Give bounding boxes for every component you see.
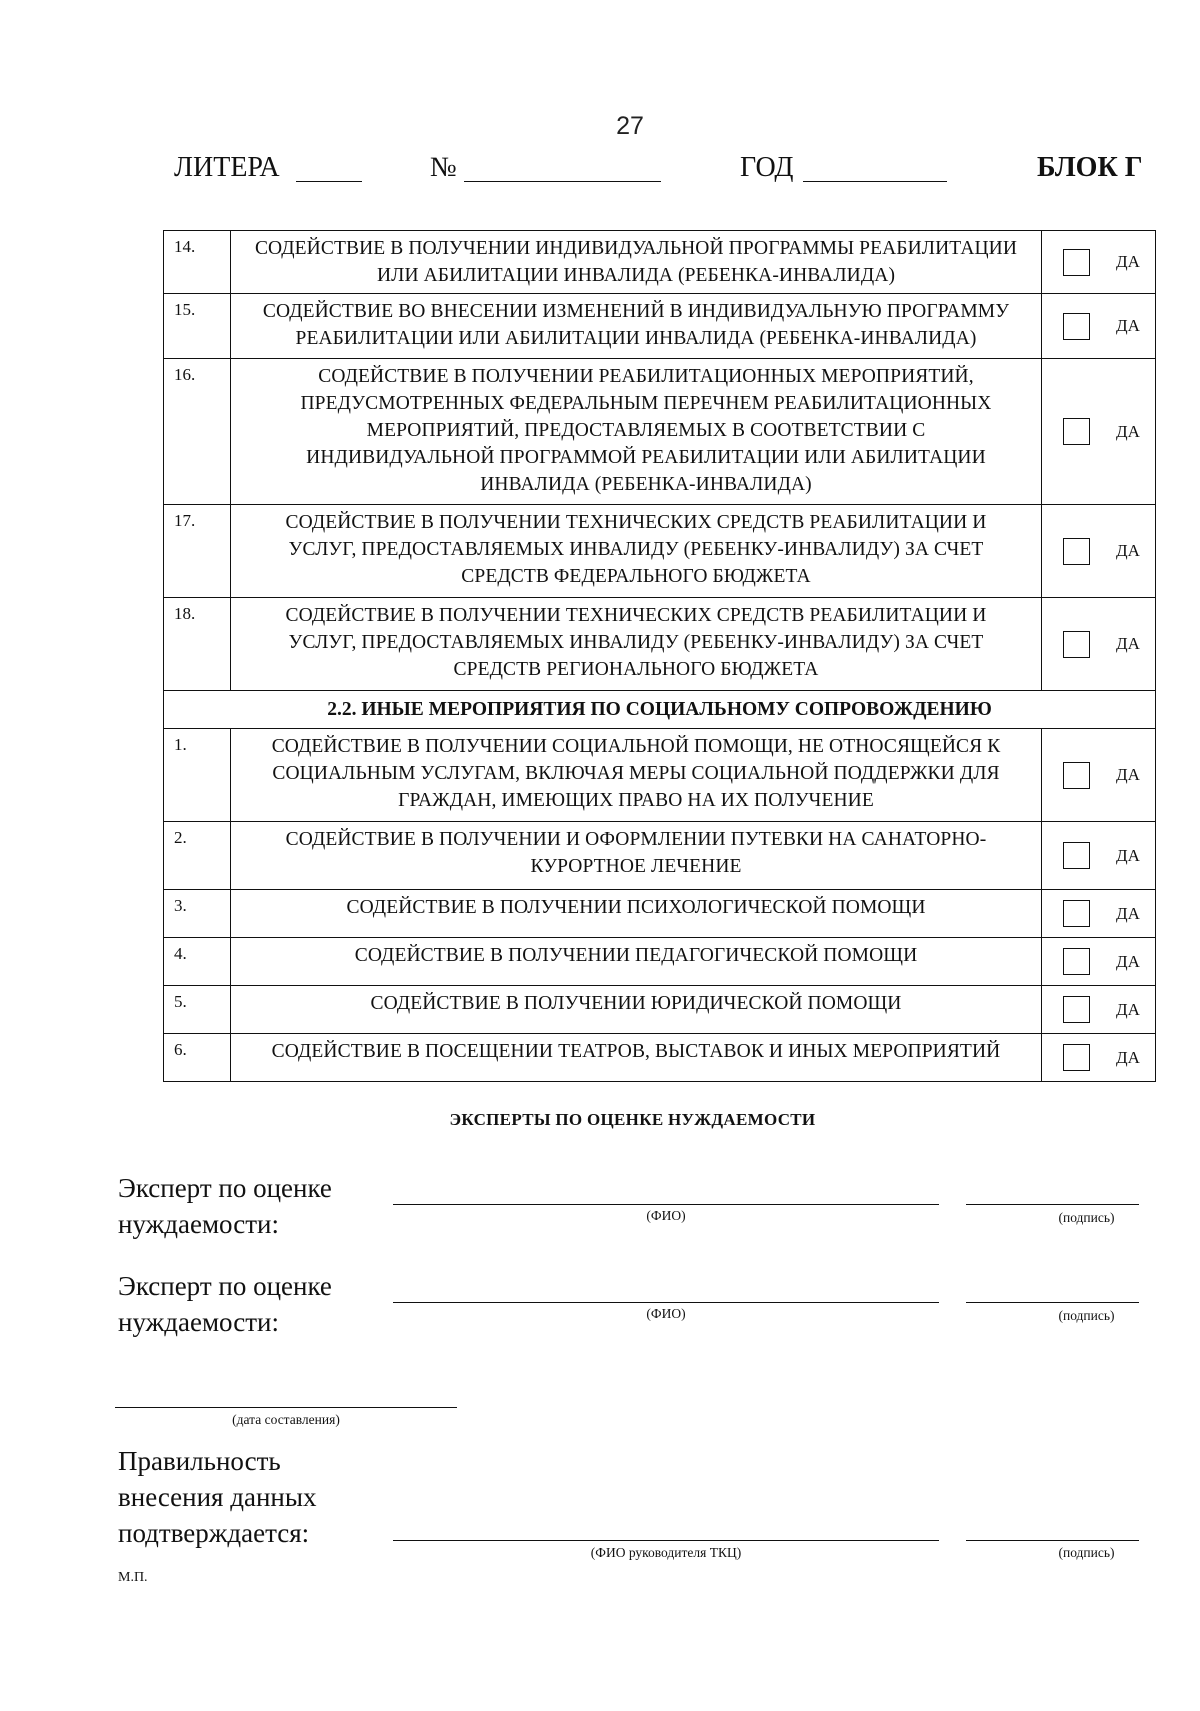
checkbox[interactable] [1063, 762, 1090, 789]
row-number: 3. [164, 890, 231, 938]
option-label: ДА [1116, 765, 1140, 784]
expert-fio-field[interactable] [393, 1204, 939, 1205]
number-label: № [430, 152, 457, 183]
table-row [164, 231, 1156, 294]
table-row [164, 938, 1156, 986]
service-description: СОДЕЙСТВИЕ В ПОЛУЧЕНИИ ИНДИВИДУАЛЬНОЙ ПРОГРАММЫ РЕАБИЛИТАЦИИ ИЛИ АБИЛИТАЦИИ ИНВАЛИДА (РЕБЕНКА-ИНВАЛИДА) [231, 231, 1042, 294]
fio-caption: (ФИО) [646, 1208, 686, 1223]
block-label: БЛОК Г [1037, 152, 1143, 183]
date-field[interactable] [115, 1407, 457, 1408]
table-row [164, 598, 1156, 691]
expert-label: Эксперт по оценке нуждаемости: [118, 1271, 332, 1337]
service-description: СОДЕЙСТВИЕ В ПОЛУЧЕНИИ РЕАБИЛИТАЦИОННЫХ МЕРОПРИЯТИЙ, ПРЕДУСМОТРЕННЫХ ФЕДЕРАЛЬНЫМ ПЕРЕЧНЕМ РЕАБИЛИТАЦИОННЫХ МЕРОПРИЯТИЙ, ПРЕДОСТАВЛЯЕМЫХ В СООТВЕТСТВИИ С ИНДИВИДУАЛЬНОЙ ПРОГРАММОЙ РЕАБИЛИТАЦИИ ИЛИ АБИЛИТАЦИИ ИНВАЛИДА (РЕБЕНКА-ИНВАЛИДА) [231, 359, 1042, 505]
option-label: ДА [1116, 252, 1140, 271]
date-caption: (дата составления) [232, 1412, 340, 1427]
service-description: СОДЕЙСТВИЕ В ПОЛУЧЕНИИ ПСИХОЛОГИЧЕСКОЙ ПОМОЩИ [231, 890, 1042, 938]
table-row [164, 359, 1156, 505]
checkbox[interactable] [1063, 948, 1090, 975]
service-description: СОДЕЙСТВИЕ ВО ВНЕСЕНИИ ИЗМЕНЕНИЙ В ИНДИВИДУАЛЬНУЮ ПРОГРАММУ РЕАБИЛИТАЦИИ ИЛИ АБИЛИТАЦИИ ИНВАЛИДА (РЕБЕНКА-ИНВАЛИДА) [231, 294, 1042, 359]
stamp-label: М.П. [118, 1570, 148, 1585]
service-description: СОДЕЙСТВИЕ В ПОЛУЧЕНИИ ПЕДАГОГИЧЕСКОЙ ПОМОЩИ [231, 938, 1042, 986]
row-number: 15. [164, 294, 231, 359]
row-number: 5. [164, 986, 231, 1034]
row-number: 4. [164, 938, 231, 986]
signature-caption: (подпись) [1058, 1545, 1115, 1560]
checkbox[interactable] [1063, 1044, 1090, 1071]
signature-caption: (подпись) [1058, 1308, 1115, 1323]
document-header [0, 152, 1200, 192]
checkbox[interactable] [1063, 249, 1090, 276]
number-field[interactable] [464, 181, 661, 182]
manager-fio-field[interactable] [393, 1540, 939, 1541]
services-table [163, 230, 1156, 1082]
option-label: ДА [1116, 316, 1140, 335]
checkbox[interactable] [1063, 996, 1090, 1023]
section-row [164, 691, 1156, 729]
expert-fio-field[interactable] [393, 1302, 939, 1303]
service-description: СОДЕЙСТВИЕ В ПОЛУЧЕНИИ СОЦИАЛЬНОЙ ПОМОЩИ, НЕ ОТНОСЯЩЕЙСЯ К СОЦИАЛЬНЫМ УСЛУГАМ, ВКЛЮЧАЯ МЕРЫ СОЦИАЛЬНОЙ ПОДДЕРЖКИ ДЛЯ ГРАЖДАН, ИМЕЮЩИХ ПРАВО НА ИХ ПОЛУЧЕНИЕ [231, 729, 1042, 822]
expert-label: Эксперт по оценке нуждаемости: [118, 1173, 332, 1239]
checkbox[interactable] [1063, 418, 1090, 445]
service-description: СОДЕЙСТВИЕ В ПОЛУЧЕНИИ И ОФОРМЛЕНИИ ПУТЕВКИ НА САНАТОРНО-КУРОРТНОЕ ЛЕЧЕНИЕ [231, 822, 1042, 890]
option-label: ДА [1116, 903, 1140, 923]
option-label: ДА [1116, 951, 1140, 971]
option-label: ДА [1116, 845, 1140, 865]
checkbox[interactable] [1063, 842, 1090, 869]
row-number: 16. [164, 359, 231, 505]
option-label: ДА [1116, 541, 1140, 560]
page-number: 27 [616, 112, 644, 140]
year-field[interactable] [803, 181, 947, 182]
expert-signature-field[interactable] [966, 1204, 1139, 1205]
table-row [164, 294, 1156, 359]
row-number: 1. [164, 729, 231, 822]
option-label: ДА [1116, 421, 1140, 441]
row-number: 18. [164, 598, 231, 691]
experts-title: ЭКСПЕРТЫ ПО ОЦЕНКЕ НУЖДАЕМОСТИ [449, 1110, 816, 1129]
section-title: 2.2. ИНЫЕ МЕРОПРИЯТИЯ ПО СОЦИАЛЬНОМУ СОПРОВОЖДЕНИЮ [164, 691, 1156, 729]
checkbox[interactable] [1063, 538, 1090, 565]
row-number: 17. [164, 505, 231, 598]
checkbox[interactable] [1063, 313, 1090, 340]
option-label: ДА [1116, 999, 1140, 1019]
manager-fio-caption: (ФИО руководителя ТКЦ) [590, 1545, 742, 1560]
table-row [164, 822, 1156, 890]
row-number: 6. [164, 1034, 231, 1082]
service-description: СОДЕЙСТВИЕ В ПОЛУЧЕНИИ ТЕХНИЧЕСКИХ СРЕДСТВ РЕАБИЛИТАЦИИ И УСЛУГ, ПРЕДОСТАВЛЯЕМЫХ ИНВАЛИДУ (РЕБЕНКУ-ИНВАЛИДУ) ЗА СЧЕТ СРЕДСТВ РЕГИОНАЛЬНОГО БЮДЖЕТА [231, 598, 1042, 691]
service-description: СОДЕЙСТВИЕ В ПОЛУЧЕНИИ ЮРИДИЧЕСКОЙ ПОМОЩИ [231, 986, 1042, 1034]
service-description: СОДЕЙСТВИЕ В ПОСЕЩЕНИИ ТЕАТРОВ, ВЫСТАВОК И ИНЫХ МЕРОПРИЯТИЙ [231, 1034, 1042, 1082]
expert-signature-field[interactable] [966, 1302, 1139, 1303]
manager-signature-field[interactable] [966, 1540, 1139, 1541]
table-row [164, 505, 1156, 598]
year-label: ГОД [740, 152, 794, 183]
checkbox[interactable] [1063, 900, 1090, 927]
table-row [164, 986, 1156, 1034]
confirmation-label: Правильность внесения данных подтверждается: [118, 1446, 317, 1548]
litera-field[interactable] [296, 181, 362, 182]
checkbox[interactable] [1063, 631, 1090, 658]
litera-label: ЛИТЕРА [174, 152, 280, 183]
table-row [164, 890, 1156, 938]
row-number: 14. [164, 231, 231, 294]
signature-caption: (подпись) [1058, 1210, 1115, 1225]
service-description: СОДЕЙСТВИЕ В ПОЛУЧЕНИИ ТЕХНИЧЕСКИХ СРЕДСТВ РЕАБИЛИТАЦИИ И УСЛУГ, ПРЕДОСТАВЛЯЕМЫХ ИНВАЛИДУ (РЕБЕНКУ-ИНВАЛИДУ) ЗА СЧЕТ СРЕДСТВ ФЕДЕРАЛЬНОГО БЮДЖЕТА [231, 505, 1042, 598]
fio-caption: (ФИО) [646, 1306, 686, 1321]
table-row [164, 729, 1156, 822]
row-number: 2. [164, 822, 231, 890]
table-row [164, 1034, 1156, 1082]
option-label: ДА [1116, 634, 1140, 653]
option-label: ДА [1116, 1047, 1140, 1067]
